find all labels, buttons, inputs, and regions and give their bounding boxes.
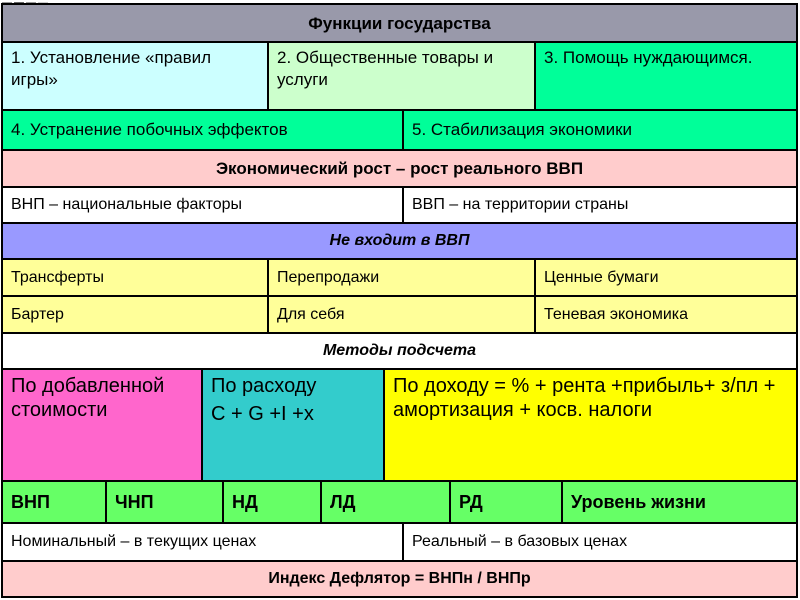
function-public-goods: 2. Общественные товары и услуги xyxy=(269,43,536,111)
method-value-added: По добавленной стоимости xyxy=(3,370,203,482)
table-title: Функции государства xyxy=(3,3,798,43)
indicator-nnp: ЧНП xyxy=(107,482,224,524)
not-in-gdp-self-use: Для себя xyxy=(269,297,536,334)
not-in-gdp-barter: Бартер xyxy=(3,297,269,334)
indicator-pi: ЛД xyxy=(322,482,451,524)
gdp-definition: ВВП – на территории страны xyxy=(404,188,798,224)
method-income: По доходу = % + рента +прибыль+ з/пл + амортизация + косв. налоги xyxy=(385,370,798,482)
deflator-formula: Индекс Дефлятор = ВНПн / ВНПр xyxy=(3,562,798,598)
state-functions-table xyxy=(1,3,798,598)
indicator-living-standard: Уровень жизни xyxy=(563,482,798,524)
not-in-gdp-securities: Ценные бумаги xyxy=(536,260,798,297)
method-expenditure-formula: С + G +I +х xyxy=(211,403,314,425)
function-rules: 1. Установление «правил игры» xyxy=(3,43,269,111)
not-in-gdp-resales: Перепродажи xyxy=(269,260,536,297)
not-in-gdp-transfers: Трансферты xyxy=(3,260,269,297)
methods-heading: Методы подсчета xyxy=(3,334,798,370)
not-in-gdp-heading: Не входит в ВВП xyxy=(3,224,798,260)
method-expenditure-title: По расходу xyxy=(211,375,317,397)
nominal-gdp: Номинальный – в текущих ценах xyxy=(3,524,404,562)
function-stabilization: 5. Стабилизация экономики xyxy=(404,111,798,151)
method-expenditure xyxy=(203,370,385,482)
indicator-ni: НД xyxy=(224,482,322,524)
function-help-needy: 3. Помощь нуждающимся. xyxy=(536,43,798,111)
function-externalities: 4. Устранение побочных эффектов xyxy=(3,111,404,151)
real-gdp: Реальный – в базовых ценах xyxy=(404,524,798,562)
indicator-gnp: ВНП xyxy=(3,482,107,524)
growth-heading: Экономический рост – рост реального ВВП xyxy=(3,151,798,188)
indicator-di: РД xyxy=(451,482,563,524)
not-in-gdp-shadow: Теневая экономика xyxy=(536,297,798,334)
gnp-definition: ВНП – национальные факторы xyxy=(3,188,404,224)
